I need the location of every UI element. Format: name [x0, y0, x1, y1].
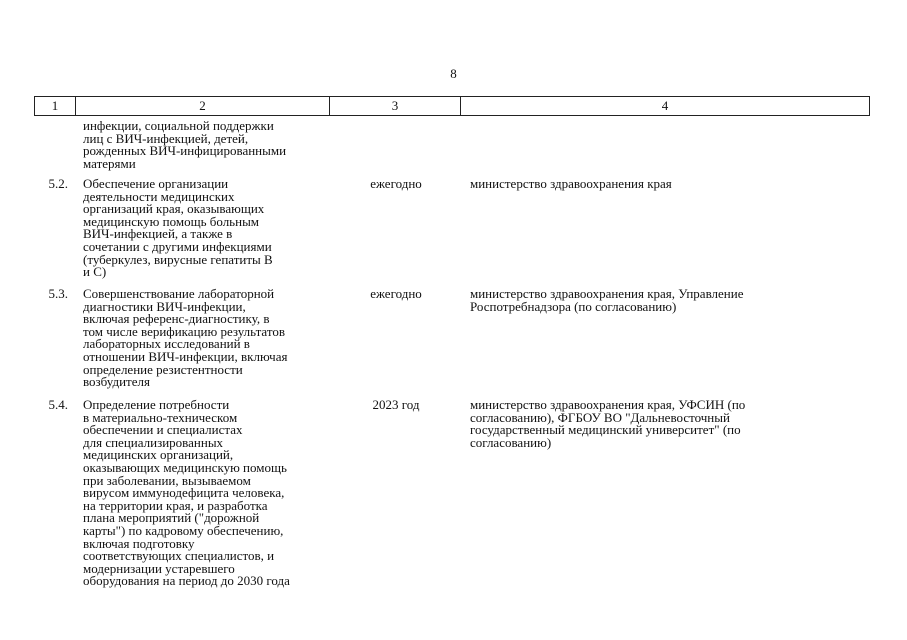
description-line: и С) [83, 264, 107, 280]
description-line: в материально-техническом [83, 409, 238, 425]
description-line: для специализированных [83, 434, 224, 450]
description-line: лабораторных исследований в [83, 336, 250, 352]
header-cell-4: 4 [661, 98, 669, 113]
header-cell-3: 3 [330, 97, 461, 115]
measure-description [83, 120, 333, 170]
description-line: матерями [83, 155, 136, 171]
measure-description [83, 288, 333, 389]
description-line: том числе верификацию результатов [83, 323, 286, 339]
description-line: соответствующих специалистов, и [83, 548, 275, 564]
execution-term: ежегодно [370, 176, 422, 191]
description-line: модернизации устаревшего [83, 560, 235, 576]
responsible-line: согласованию), ФГБОУ ВО "Дальневосточный [470, 409, 730, 425]
row-number: 5.2. [48, 176, 68, 191]
table-header [34, 96, 870, 116]
description-line: медицинскую помощь больным [83, 213, 260, 229]
description-line: при заболевании, вызываемом [83, 472, 251, 488]
description-line: включая подготовку [83, 535, 195, 551]
description-line: включая референс-диагностику, в [83, 311, 270, 327]
measure-description [83, 399, 333, 588]
description-line: ВИЧ-инфекцией, а также в [83, 226, 233, 242]
description-line: сочетании с другими инфекциями [83, 238, 272, 254]
execution-term: ежегодно [370, 286, 422, 301]
description-line: на территории края, и разработка [83, 497, 268, 513]
description-line: обеспечении и специалистах [83, 422, 243, 438]
description-line: определение резистентности [83, 361, 243, 377]
description-line: Совершенствование лабораторной [83, 286, 275, 301]
description-line: Обеспечение организации [83, 176, 229, 191]
responsible-executors [470, 288, 800, 313]
responsible-line: Роспотребнадзора (по согласованию) [470, 298, 677, 314]
description-line: организаций края, оказывающих [83, 201, 265, 217]
header-cell-2: 2 [76, 97, 330, 115]
responsible-line: министерство здравоохранения края, Управление [470, 286, 744, 301]
row-number: 5.4. [48, 397, 68, 412]
description-line: вирусом иммунодефицита человека, [83, 485, 285, 501]
description-line: диагностики ВИЧ-инфекции, [83, 298, 246, 314]
header-cell-1: 1 [35, 97, 76, 115]
responsible-line: министерство здравоохранения края [470, 176, 672, 191]
description-line: деятельности медицинских [83, 188, 235, 204]
description-line: карты") по кадровому обеспечению, [83, 522, 284, 538]
description-line: плана мероприятий ("дорожной [83, 510, 260, 526]
description-line: (туберкулез, вирусные гепатиты В [83, 251, 273, 267]
description-line: медицинских организаций, [83, 447, 234, 463]
description-line: лиц с ВИЧ-инфекцией, детей, [83, 130, 249, 146]
description-line: возбудителя [83, 374, 150, 390]
execution-term: 2023 год [372, 397, 420, 412]
responsible-line: министерство здравоохранения края, УФСИН (по [470, 397, 746, 412]
responsible-executors [470, 399, 800, 449]
description-line: оказывающих медицинскую помощь [83, 459, 287, 475]
page-number: 8 [450, 66, 457, 81]
description-line: отношении ВИЧ-инфекции, включая [83, 348, 288, 364]
responsible-line: согласованию) [470, 434, 552, 450]
description-line: инфекции, социальной поддержки [83, 118, 274, 133]
description-line: Определение потребности [83, 397, 230, 412]
description-line: оборудования на период до 2030 года [83, 573, 290, 589]
description-line: рожденных ВИЧ-инфицированными [83, 143, 287, 159]
measure-description [83, 178, 333, 279]
responsible-line: государственный медицинский университет" (по [470, 422, 741, 438]
responsible-executors [470, 178, 800, 191]
row-number: 5.3. [48, 286, 68, 301]
